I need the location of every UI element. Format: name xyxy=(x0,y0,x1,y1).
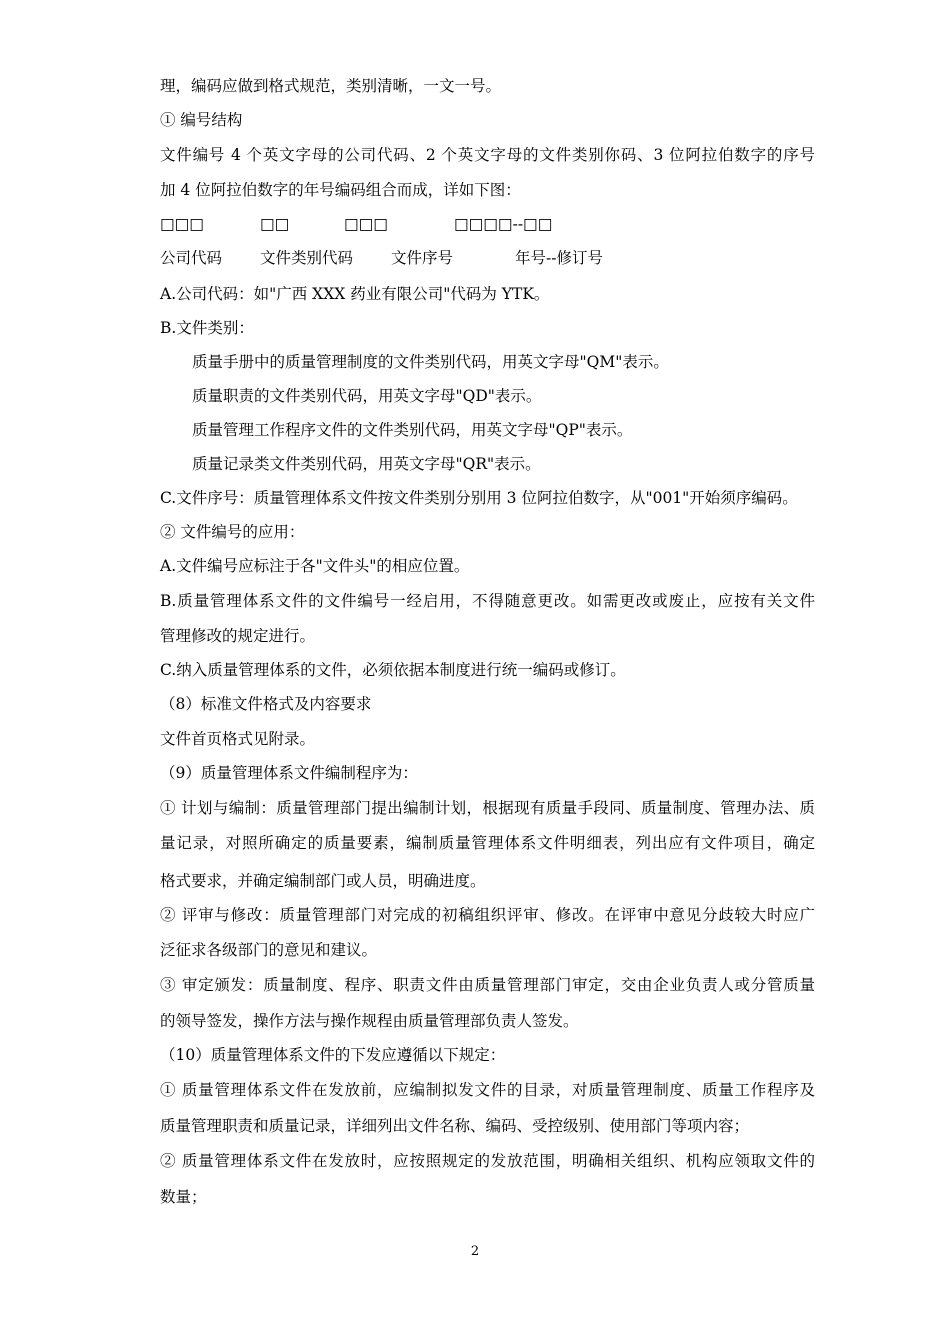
text-line: ② 质量管理体系文件在发放时，应按照规定的发放范围，明确相关组织、机构应领取文件的 xyxy=(160,1152,815,1170)
text-line: 质量记录类文件类别代码，用英文字母"QR"表示。 xyxy=(192,455,541,473)
company-code-boxes: □□□ xyxy=(160,215,204,233)
year-revision-boxes: □□□□--□□ xyxy=(454,215,553,233)
section-heading-numbering-structure: ① 编号结构 xyxy=(160,111,243,129)
text-line: 泛征求各级部门的意见和建议。 xyxy=(160,941,378,959)
year-revision-label: 年号--修订号 xyxy=(515,249,603,267)
text-line: B.文件类别： xyxy=(160,319,254,337)
text-line: 质量管理工作程序文件的文件类别代码，用英文字母"QP"表示。 xyxy=(192,421,633,439)
section-heading-9: （9）质量管理体系文件编制程序为： xyxy=(160,764,418,782)
code-structure-boxes xyxy=(160,214,760,234)
company-code-label: 公司代码 xyxy=(160,249,223,267)
code-structure-labels xyxy=(160,248,760,268)
category-code-boxes: □□ xyxy=(260,215,290,233)
text-line: C.纳入质量管理体系的文件，必须依据本制度进行统一编码或修订。 xyxy=(160,661,626,679)
text-line: C.文件序号：质量管理体系文件按文件类别分别用 3 位阿拉伯数字，从"001"开始须序编码。 xyxy=(160,489,798,507)
text-line: 文件编号 4 个英文字母的公司代码、2 个英文字母的文件类别你码、3 位阿拉伯数字的序号 xyxy=(160,146,815,164)
text-line: 格式要求，并确定编制部门或人员，明确进度。 xyxy=(160,872,486,890)
text-line: 质量职责的文件类别代码，用英文字母"QD"表示。 xyxy=(192,387,542,405)
sequence-label: 文件序号 xyxy=(391,249,454,267)
text-line: A.公司代码：如"广西 XXX 药业有限公司"代码为 YTK。 xyxy=(160,285,550,303)
text-line: 加 4 位阿拉伯数字的年号编码组合而成，详如下图： xyxy=(160,181,521,199)
text-line: 文件首页格式见附录。 xyxy=(160,730,316,748)
text-line: B.质量管理体系文件的文件编号一经启用，不得随意更改。如需更改或废止，应按有关文件 xyxy=(160,592,815,610)
text-line: ③ 审定颁发：质量制度、程序、职责文件由质量管理部门审定，交由企业负责人或分管质量 xyxy=(160,976,815,994)
text-line: ② 评审与修改：质量管理部门对完成的初稿组织评审、修改。在评审中意见分歧较大时应广 xyxy=(160,906,815,924)
text-line: 质量管理职责和质量记录，详细列出文件名称、编码、受控级别、使用部门等项内容； xyxy=(160,1117,750,1135)
text-line: 理，编码应做到格式规范，类别清晰，一文一号。 xyxy=(160,77,502,95)
text-line: 管理修改的规定进行。 xyxy=(160,627,316,645)
sequence-boxes: □□□ xyxy=(344,215,388,233)
category-code-label: 文件类别代码 xyxy=(260,249,354,267)
text-line: 质量手册中的质量管理制度的文件类别代码，用英文字母"QM"表示。 xyxy=(192,353,669,371)
section-heading-8: （8）标准文件格式及内容要求 xyxy=(160,695,372,713)
page-number: 2 xyxy=(470,1244,480,1259)
text-line: ① 计划与编制：质量管理部门提出编制计划，根据现有质量手段同、质量制度、管理办法、质 xyxy=(160,799,815,817)
section-heading-numbering-application: ② 文件编号的应用： xyxy=(160,523,305,541)
text-line: 数量； xyxy=(160,1188,207,1206)
text-line: ① 质量管理体系文件在发放前，应编制拟发文件的目录，对质量管理制度、质量工作程序及 xyxy=(160,1081,815,1099)
text-line: 的领导签发，操作方法与操作规程由质量管理部负责人签发。 xyxy=(160,1012,579,1030)
section-heading-10: （10）质量管理体系文件的下发应遵循以下规定： xyxy=(160,1046,506,1064)
text-line: 量记录，对照所确定的质量要素，编制质量管理体系文件明细表，列出应有文件项目，确定 xyxy=(160,834,815,852)
text-line: A.文件编号应标注于各"文件头"的相应位置。 xyxy=(160,557,470,575)
